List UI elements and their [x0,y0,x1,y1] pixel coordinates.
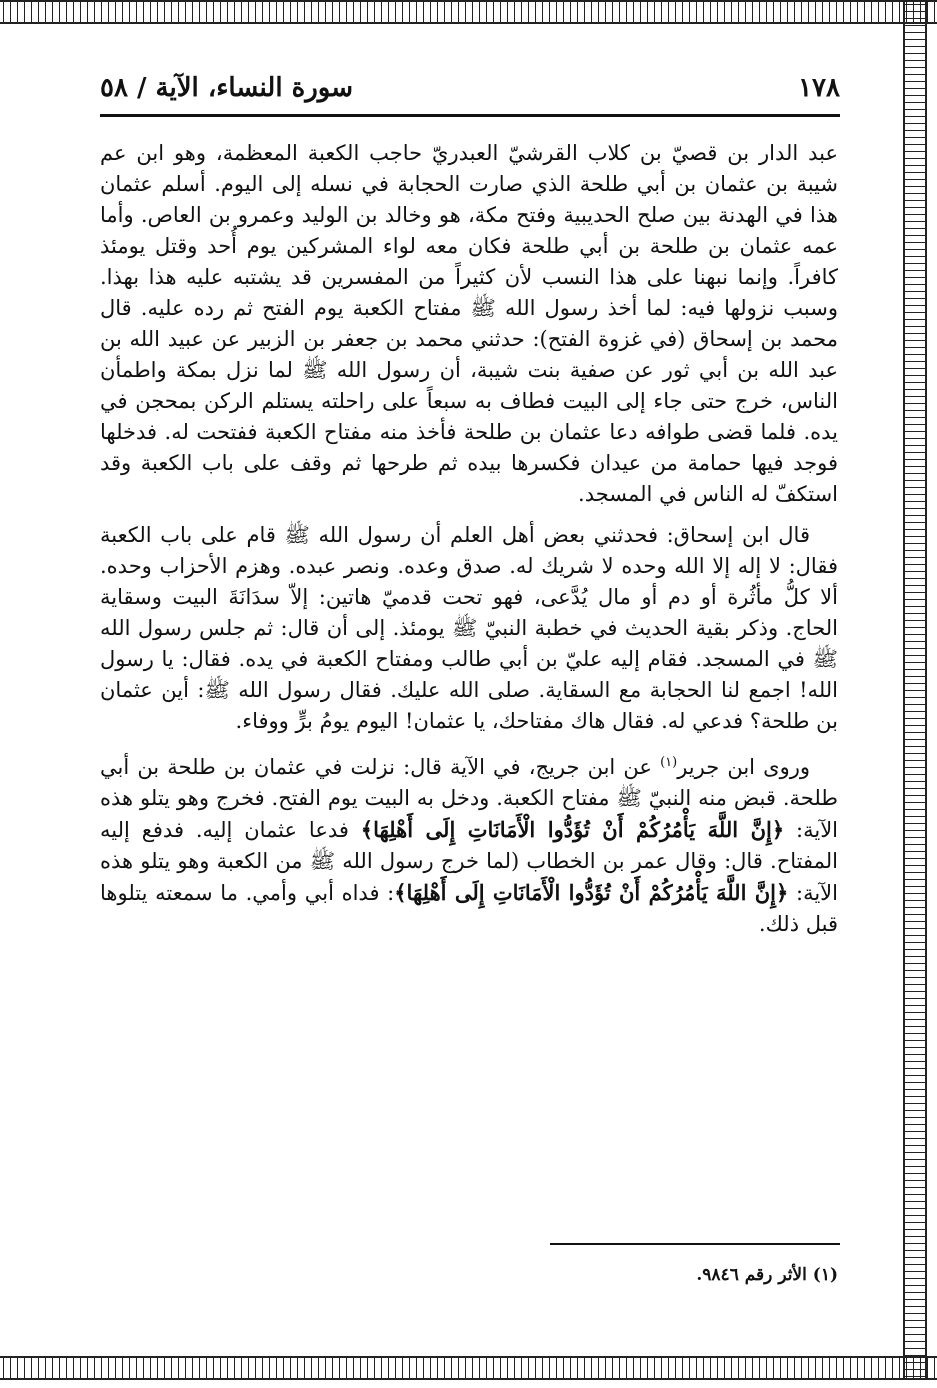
header-divider [100,114,840,117]
ornamental-border-right [903,0,927,1380]
footnote: (١) الأثر رقم ٩٨٤٦. [696,1265,838,1285]
paragraph [100,747,838,940]
footnote-divider [550,1243,840,1245]
footnote-reference[interactable]: (١) [660,755,678,770]
page-header [100,66,840,110]
body-text [100,138,838,950]
paragraph-text: عن ابن جريج، في الآية قال: نزلت في عثمان بن طلحة بن أبي طلحة. قبض منه النبيّ ﷺ مفتاح الكعبة. ودخل به البيت يوم الفتح. فخرج وهو يتلو هذه الآية: [100,755,839,842]
ornamental-border-bottom [0,1356,937,1380]
paragraph: عبد الدار بن قصيّ بن كلاب القرشيّ العبدريّ حاجب الكعبة المعظمة، وهو ابن عم شيبة بن عثمان بن أبي طلحة الذي صارت الحجابة في نسله إلى اليوم. أسلم عثمان هذا في الهدنة بين صلح الحديبية وفتح مكة، هو وخالد بن الوليد وعمرو بن العاص. وأما عمه عثمان بن طلحة بن أبي طلحة فكان معه لواء المشركين يوم أُحد وقتل يومئذ كافراً. وإنما نبهنا على هذا النسب لأن كثيراً من المفسرين قد يشتبه عليه هذا بهذا. وسبب نزولها فيه: لما أخذ رسول الله ﷺ مفتاح الكعبة يوم الفتح ثم رده عليه. قال محمد بن إسحاق (في غزوة الفتح): حدثني محمد بن جعفر بن الزبير عن عبيد الله بن عبد الله بن أبي ثور عن صفية بنت شيبة، أن رسول الله ﷺ لما نزل بمكة واطمأن الناس، خرج حتى جاء إلى البيت فطاف به سبعاً على راحلته يستلم الركن بمحجن في يده. فلما قضى طوافه دعا عثمان بن طلحة فأخذ منه مفتاح الكعبة ففتحت له. فدخلها فوجد فيها حمامة من عيدان فكسرها بيده ثم طرحها ثم وقف على باب الكعبة وقد استكفّ له الناس في المسجد. [100,141,838,506]
quran-verse: ﴿إِنَّ اللَّهَ يَأْمُرُكُمْ أَنْ تُؤَدُّوا الْأَمَانَاتِ إِلَى أَهْلِهَا﴾ [360,817,785,842]
quran-verse: ﴿إِنَّ اللَّهَ يَأْمُرُكُمْ أَنْ تُؤَدُّوا الْأَمَانَاتِ إِلَى أَهْلِهَا﴾ [394,880,789,905]
page-number: ١٧٨ [798,73,840,103]
ornamental-border-top [0,0,937,24]
running-title: سورة النساء، الآية / ٥٨ [100,73,353,103]
paragraph-text: : فداه أبي وأمي. ما سمعته يتلوها قبل ذلك. [100,881,838,936]
paragraph: قال ابن إسحاق: فحدثني بعض أهل العلم أن رسول الله ﷺ قام على باب الكعبة فقال: لا إله إلا الله وحده لا شريك له. صدق وعده. ونصر عبده. وهزم الأحزاب وحده. ألا كلُّ مأثُرة أو دم أو مال يُدَّعى، فهو تحت قدميّ هاتين: إلاّ سدَانَةَ البيت وسقاية الحاج. وذكر بقية الحديث في خطبة النبيّ ﷺ يومئذ. إلى أن قال: ثم جلس رسول الله ﷺ في المسجد. فقام إليه عليّ بن أبي طالب ومفتاح الكعبة في يده. فقال: يا رسول الله! اجمع لنا الحجابة مع السقاية. صلى الله عليك. فقال رسول الله ﷺ: أين عثمان بن طلحة؟ فدعي له. فقال هاك مفتاحك، يا عثمان! اليوم يومُ برٍّ ووفاء. [100,523,838,733]
paragraph-text: وروى ابن جرير [677,755,810,779]
paragraph-text: فدعا عثمان إليه. فدفع إليه المفتاح. قال: وقال عمر بن الخطاب (لما خرج رسول الله ﷺ من الكعبة وهو يتلو هذه الآية: [100,818,838,905]
